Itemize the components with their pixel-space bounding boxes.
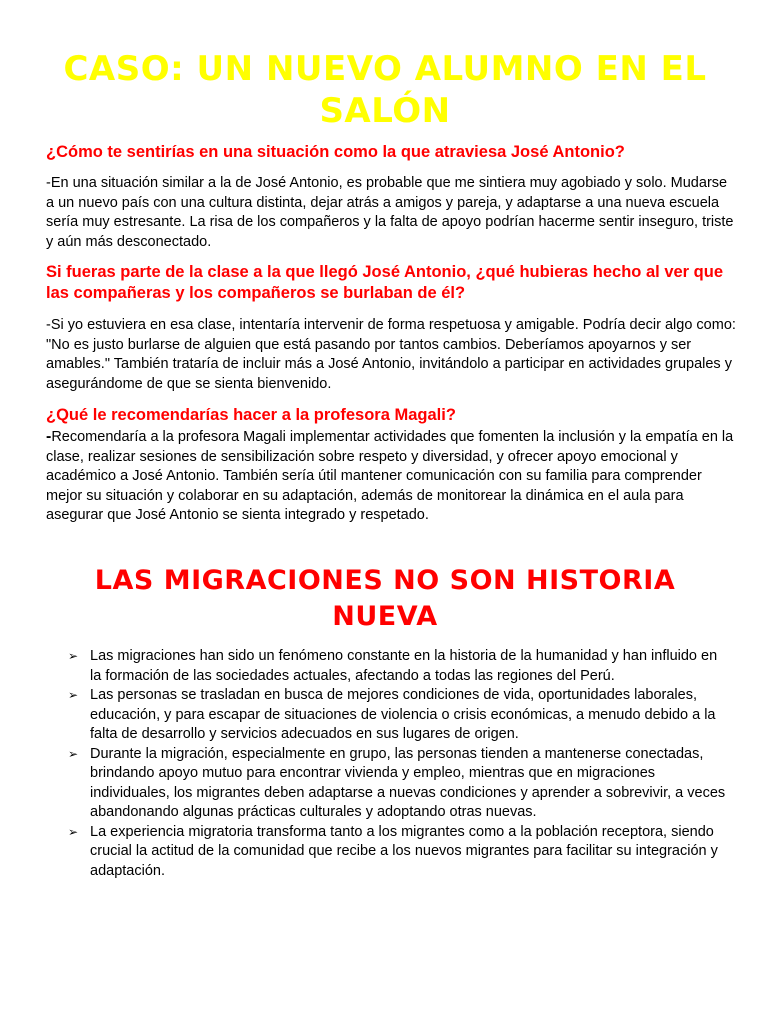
question-3: ¿Qué le recomendarías hacer a la profesora Magali? xyxy=(46,406,456,424)
bullet-item xyxy=(66,686,730,745)
migration-bullet-list xyxy=(66,647,730,881)
bullet-text: La experiencia migratoria transforma tanto a los migrantes como a la población receptora, siendo crucial la actitud de la comunidad que recibe a los nuevos migrantes para facilitar su integración y adaptación. xyxy=(90,823,718,879)
answer-3 xyxy=(46,427,736,526)
answer-2: -Si yo estuviera en esa clase, intentaría intervenir de forma respetuosa y amigable. Podría decir algo como: "No es justo burlarse de alguien que está pasando por tantos cambios. Deberíamos apoyarnos y ser amables." También trataría de incluir más a José Antonio, invitándolo a participar en actividades grupales y asegurándome de que se sienta bienvenido. xyxy=(46,317,736,392)
bullet-item xyxy=(66,823,730,882)
bullet-item xyxy=(66,647,730,686)
answer-3-prefix: - xyxy=(46,428,52,445)
answer-1: -En una situación similar a la de José Antonio, es probable que me sintiera muy agobiado y solo. Mudarse a un nuevo país con una cultura distinta, dejar atrás a amigos y pareja, y adaptarse a una nueva escuela sería muy estresante. La risa de los compañeros y la falta de apoyo podrían hacerme sentir inseguro, triste y aún más desconectado. xyxy=(46,175,734,250)
arrowhead-bullet-icon: ➢ xyxy=(68,746,79,761)
case-title: CASO: UN NUEVO ALUMNO EN EL SALÓN xyxy=(63,49,707,131)
arrowhead-bullet-icon: ➢ xyxy=(68,649,79,663)
bullet-text: Las personas se trasladan en busca de mejores condiciones de vida, oportunidades laborales, educación, y para escapar de situaciones de violencia o crisis económicas, a menudo debido a la falta de desarrollo y servicios adecuados en sus lugares de origen. xyxy=(90,687,716,742)
question-1: ¿Cómo te sentirías en una situación como la que atraviesa José Antonio? xyxy=(46,143,625,161)
bullet-item xyxy=(66,745,730,823)
section-title: LAS MIGRACIONES NO SON HISTORIA NUEVA xyxy=(94,565,676,632)
answer-3-text: Recomendaría a la profesora Magali implementar actividades que fomenten la inclusión y la empatía en la clase, realizar sesiones de sensibilización sobre respeto y diversidad, y ofrecer apoyo emocional y académico a José Antonio. También sería útil mantener comunicación con su familia para comprender mejor su situación y colaborar en su adaptación, además de monitorear la dinámica en el aula para asegurar que José Antonio se sienta integrado y respetado. xyxy=(46,429,734,523)
bullet-text: Durante la migración, especialmente en grupo, las personas tienden a mantenerse conectadas, brindando apoyo mutuo para encontrar vivienda y empleo, mientras que en migraciones individuales, los migrantes deben adaptarse a nuevas condiciones y aprender a sobrevivir, a veces abandonando algunas prácticas culturales y adoptando otras nuevas. xyxy=(90,745,726,820)
bullet-text: Las migraciones han sido un fenómeno constante en la historia de la humanidad y han influido en la formación de las sociedades actuales, afectando a todas las regiones del Perú. xyxy=(90,648,718,684)
arrowhead-bullet-icon: ➢ xyxy=(68,824,79,839)
question-2: Si fueras parte de la clase a la que llegó José Antonio, ¿qué hubieras hecho al ver que las compañeras y los compañeros se burlaban de él? xyxy=(46,263,724,302)
arrowhead-bullet-icon: ➢ xyxy=(68,688,79,702)
